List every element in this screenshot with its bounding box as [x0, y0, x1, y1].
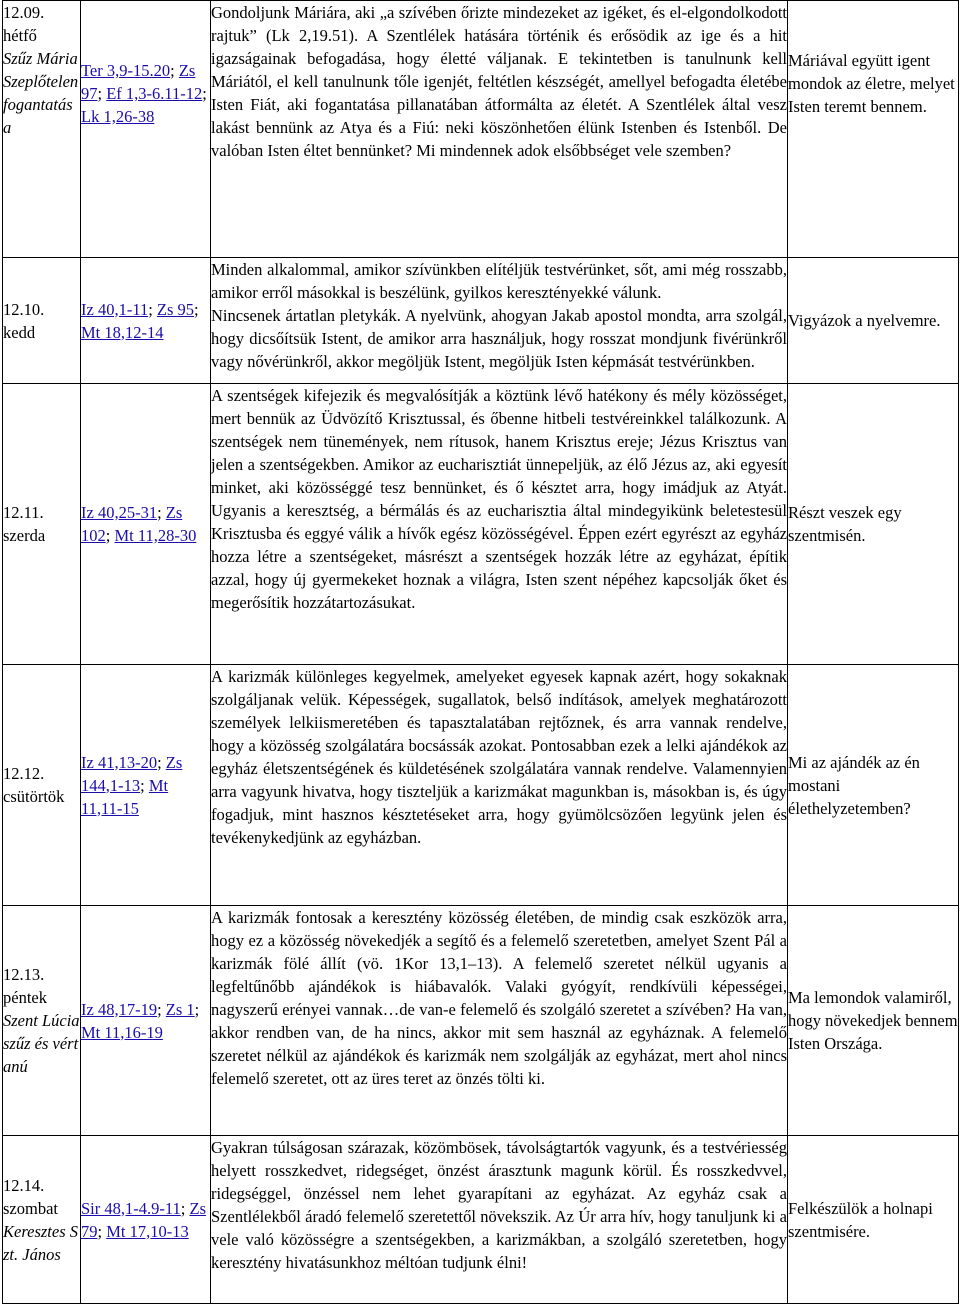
reading-link[interactable]: Mt 18,12-14 [81, 322, 164, 342]
reading-link[interactable]: Mt 11,28-30 [114, 526, 197, 545]
reading-link[interactable]: Mt 11,11-15 [81, 775, 169, 818]
reflection-cell [211, 258, 788, 384]
day-weekday: hétfő [3, 26, 37, 45]
resolution-text: Ma lemondok valamiről, hogy növekedjek bennem Isten Országa. [788, 988, 958, 1053]
table-row [3, 384, 959, 665]
reflection-cell [211, 1, 788, 258]
resolution-cell [788, 384, 959, 665]
feast-name: Keresztes Szt. János [3, 1221, 79, 1264]
reflection-paragraph: Minden alkalommal, amikor szívünkben elítéljük testvérünket, sőt, ami még rosszabb, amikor erről másokkal is beszélünk, gyilkos keresztényekké válunk. [211, 260, 787, 302]
reading-link[interactable]: Zs 102 [81, 503, 183, 545]
reading-separator: ; [157, 752, 166, 772]
table-row [3, 906, 959, 1136]
reading-separator: ; [97, 1221, 107, 1241]
resolution-cell [788, 258, 959, 384]
day-weekday: péntek [3, 988, 47, 1007]
readings-cell [81, 906, 211, 1136]
reading-link[interactable]: Mt 17,10-13 [106, 1221, 189, 1241]
reading-separator: ; [140, 775, 149, 795]
reading-separator: ; [170, 61, 179, 80]
reading-link[interactable]: Zs 79 [81, 1198, 206, 1241]
day-weekday: csütörtök [3, 787, 65, 806]
reading-link[interactable]: Lk 1,26-38 [81, 107, 155, 126]
day-cell [3, 384, 81, 665]
day-cell [3, 906, 81, 1136]
resolution-cell [788, 1, 959, 258]
reflection-paragraph: A karizmák fontosak a keresztény közösség életében, de mindig csak eszközök arra, hogy ez a közösség növekedjék a segítő és a felemelő szeretetben, amelyet Szent Pál a karizmák fölé állít (vö. 1Kor 13,1–13). A felemelő szeretet nélkül ugyanis a legfeltűnőbb ajándékok is hiábavalók. Valaki gyógyít, rendkívüli képességei, nagyszerű erényei vannak…de van-e felemelő és szolgáló szeretet a szívében? Ha van, akkor rendben van, de ha nincs, akkor mit sem használ az egyháznak. A felemelő szeretet nélkül az ajándékok és karizmák nem szolgálják az egyházat, mert ahol nincs felemelő szeretet, ott az üres teret az önzés tölti ki. [211, 908, 787, 1088]
resolution-text: Felkészülök a holnapi szentmisére. [788, 1198, 933, 1241]
reading-separator: ; [180, 1198, 190, 1218]
day-date: 12.09. [3, 3, 45, 22]
table-row [3, 1, 959, 258]
day-date: 12.10. [3, 299, 45, 319]
resolution-cell [788, 906, 959, 1136]
reading-separator: ; [194, 299, 199, 319]
reading-link[interactable]: Iz 40,25-31 [81, 503, 158, 522]
resolution-text: Máriával együtt igent mondok az életre, melyet Isten teremt bennem. [788, 51, 955, 116]
feast-name: Szűz Mária Szeplőtelen fogantatása [3, 49, 79, 137]
reading-separator: ; [105, 526, 115, 545]
resolution-cell [788, 665, 959, 906]
day-cell [3, 1136, 81, 1304]
reading-separator: ; [157, 503, 166, 522]
reading-link[interactable]: Mt 11,16-19 [81, 1022, 163, 1042]
reading-link[interactable]: Iz 40,1-11 [81, 299, 149, 319]
resolution-text: Részt veszek egy szentmisén. [788, 503, 902, 545]
reflection-paragraph: Nincsenek ártatlan pletykák. A nyelvünk, ahogyan Jakab apostol mondta, arra szolgál, hogy dicsőítsük Istent, de amikor arra használjuk, hogy rosszat mondjunk fivérünkről vagy nővérünkről, akkor megöljük Istent, megöljük Isten képmását testvérünkben. [211, 306, 787, 371]
day-cell [3, 1, 81, 258]
day-weekday: szombat [3, 1198, 58, 1218]
reading-separator: ; [148, 299, 157, 319]
reading-link[interactable]: Zs 95 [156, 299, 195, 319]
reading-link[interactable]: Zs 144,1-13 [81, 752, 183, 795]
reading-link[interactable]: Zs 1 [165, 999, 195, 1019]
reflection-cell [211, 384, 788, 665]
reading-link[interactable]: Sir 48,1-4.9-11 [81, 1198, 181, 1218]
day-date: 12.11. [3, 503, 44, 522]
day-date: 12.13. [3, 965, 45, 984]
reflection-paragraph: A szentségek kifejezik és megvalósítják a köztünk lévő hatékony és mély közösséget, mert bennük az Üdvözítő Krisztussal, és őbenne hitbeli testvéreinkkel találkozunk. A szentségek nem tünemények, nem rítusok, hanem Krisztus ereje; Jézus Krisztus van jelen a szentségekben. Amikor az eucharisztiát ünnepeljük, az élő Jézus az, aki egyesít minket, aki közösséggé tesz bennünket, és ő késztet arra, hogy imádjuk az Atyát. Ugyanis a keresztség, a bérmálás és az eucharisztia által mindegyikünk beletestesül Krisztusba és eggyé válik a hívők egész közösségével. Éppen ezért egyrészt az egyház hozza létre a szentségeket, másrészt a szentségek hozzák létre az egyházat, építik azzal, hogy új gyermekeket hoznak a világra, Isten szent népéhez kapcsolják őket és megerősítik hozzátartozásukat. [211, 386, 787, 612]
reading-separator: ; [202, 84, 207, 103]
table-row [3, 1136, 959, 1304]
reflection-paragraph: Gondoljunk Máriára, aki „a szívében őrizte mindezeket az igéket, és el-elgondolkodott rajtuk” (Lk 2,19.51). A Szentlélek hatására történik és erősödik az ige és a hit igazságainak befogadása, hogy életté váljanak. E tekintetben is tanulnunk kell Máriától, el kell tanulnunk tőle igenjét, feltétlen készségét, amellyel befogadta életébe Isten Fiát, aki fogantatása pillanatában átformálta az életét. A Szentlélek által vesz lakást bennünk az Atya és a Fiú: neki köszönhetően élünk Istenben és Istenből. De valóban Isten éltet bennünket? Mi mindennek adok elsőbbséget vele szemben? [211, 3, 787, 160]
reflection-paragraph: Gyakran túlságosan szárazak, közömbösek, távolságtartók vagyunk, és a testvériesség helyett rosszkedvet, ridegséget, önzést árasztunk magunk körül. És rosszkedvvel, ridegséggel, önzéssel nem lehet gyarapítani az egyházat. Az egyház csak a Szentlélekből áradó felemelő szeretettől növekszik. Az Úr arra hív, hogy tanuljunk ki a vele való közösségre a szentségekben, a karizmákban, a szolgáló szeretetben, hogy keresztény hivatásunkhoz méltóan tudjunk élni! [211, 1138, 787, 1272]
reading-link[interactable]: Ter 3,9-15.20 [81, 61, 171, 80]
readings-cell [81, 384, 211, 665]
daily-reading-table [2, 0, 959, 1304]
reflection-paragraph: A karizmák különleges kegyelmek, amelyeket egyesek kapnak azért, hogy sokaknak szolgáljanak velük. Képességek, sugallatok, belső indítások, amelyek meghatározott személyek lelkiismeretében és tapasztalatában rejtőznek, és arra vannak rendelve, hogy a közösség szolgálatára bocsássák azokat. Pontosabban ezek a lelki ajándékok az egyház életszentségének és küldetésének szolgálatára vannak rendelve. Valamennyien arra vagyunk hivatva, hogy tiszteljük a karizmákat magunkban is, másokban is, és úgy fogadjuk, mint hasznos késztetéseket arra, hogy gyümölcsözően legyünk jelen és tevékenykedjünk az egyházban. [211, 667, 787, 847]
day-weekday: szerda [3, 526, 46, 545]
table-row [3, 665, 959, 906]
reflection-cell [211, 665, 788, 906]
readings-cell [81, 665, 211, 906]
day-cell [3, 258, 81, 384]
reflection-cell [211, 1136, 788, 1304]
reading-separator: ; [97, 84, 107, 103]
day-date: 12.12. [3, 764, 45, 783]
day-date: 12.14. [3, 1175, 45, 1195]
feast-name: Szent Lúcia szűz és vértanú [3, 1011, 80, 1076]
reading-separator: ; [194, 999, 200, 1019]
readings-cell [81, 1136, 211, 1304]
reading-link[interactable]: Zs 97 [81, 61, 196, 103]
reflection-cell [211, 906, 788, 1136]
readings-cell [81, 1, 211, 258]
reading-link[interactable]: Ef 1,3-6.11-12 [106, 84, 203, 103]
day-weekday: kedd [3, 322, 36, 342]
resolution-cell [788, 1136, 959, 1304]
reading-link[interactable]: Iz 41,13-20 [81, 752, 158, 772]
reading-separator: ; [157, 999, 166, 1019]
day-cell [3, 665, 81, 906]
table-row [3, 258, 959, 384]
readings-cell [81, 258, 211, 384]
reading-link[interactable]: Iz 48,17-19 [81, 999, 158, 1019]
resolution-text: Vigyázok a nyelvemre. [788, 311, 941, 330]
resolution-text: Mi az ajándék az én mostani élethelyzetemben? [788, 752, 920, 818]
